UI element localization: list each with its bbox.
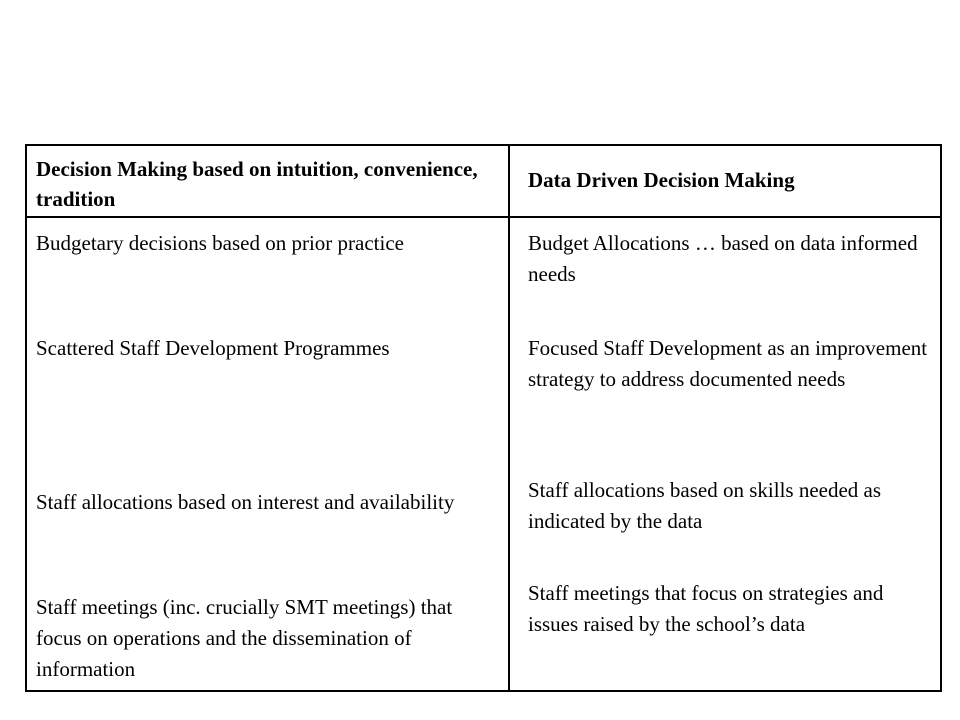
right-item-staff-development: Focused Staff Development as an improvement strategy to address documented needs <box>528 336 928 391</box>
left-item-staff-meetings: Staff meetings (inc. crucially SMT meetings) that focus on operations and the dissemination of information <box>36 595 453 681</box>
left-item-staff-development: Scattered Staff Development Programmes <box>36 336 390 360</box>
comparison-table <box>25 144 942 692</box>
right-item-staff-meetings: Staff meetings that focus on strategies and issues raised by the school’s data <box>528 581 884 636</box>
header-intuition: Decision Making based on intuition, convenience, tradition <box>36 157 478 211</box>
column-divider <box>508 146 510 690</box>
right-item-staff-allocations: Staff allocations based on skills needed as indicated by the data <box>528 478 882 533</box>
left-item-staff-allocations: Staff allocations based on interest and availability <box>36 490 455 514</box>
left-item-budget: Budgetary decisions based on prior practice <box>36 231 404 255</box>
header-divider <box>27 216 940 218</box>
header-data-driven: Data Driven Decision Making <box>528 168 795 192</box>
right-item-budget: Budget Allocations … based on data informed needs <box>528 231 918 286</box>
